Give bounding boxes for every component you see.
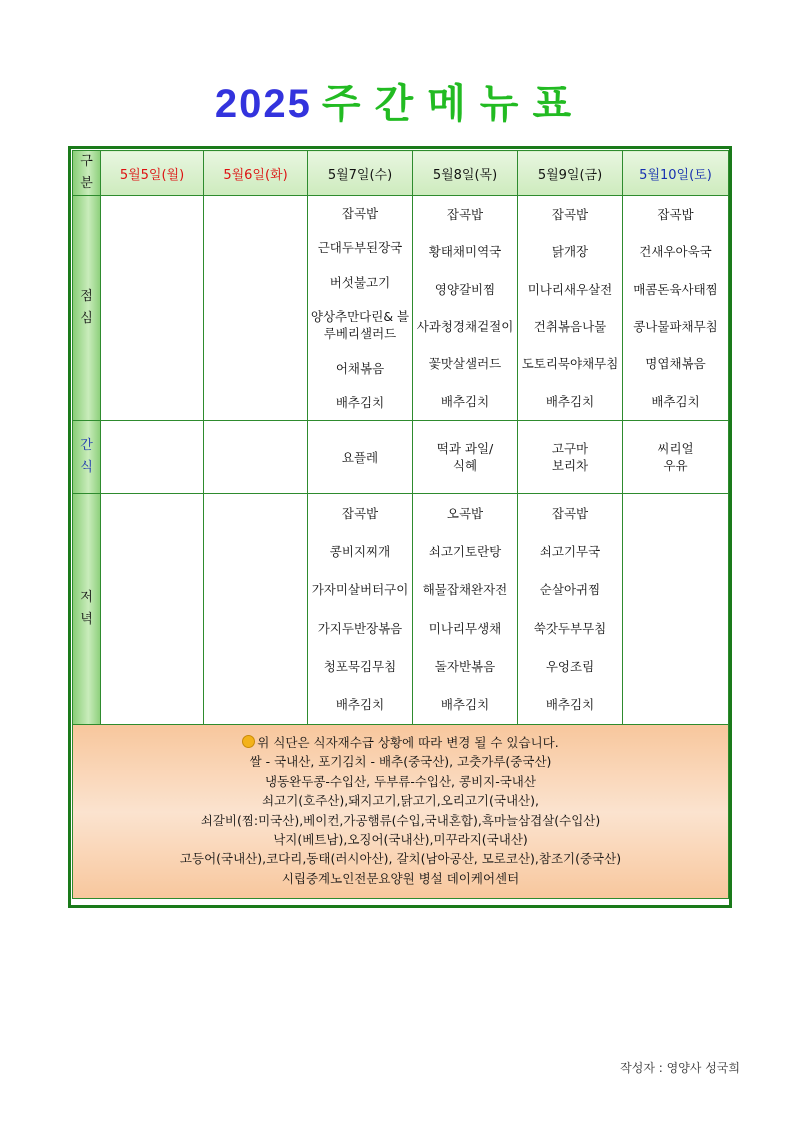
menu-item: 쇠고기토란탕 bbox=[428, 543, 502, 559]
menu-item: 잡곡밥 bbox=[446, 207, 484, 223]
menu-item: 오곡밥 bbox=[446, 505, 484, 521]
snack-cell bbox=[518, 421, 623, 494]
dinner-label bbox=[73, 494, 101, 725]
menu-item: 해물잡채완자전 bbox=[422, 582, 508, 598]
menu-item-list bbox=[623, 494, 728, 724]
menu-item: 미나리새우살전 bbox=[527, 281, 613, 297]
snack-row bbox=[73, 421, 729, 494]
menu-item: 배추김치 bbox=[651, 393, 700, 409]
note-line: 고등어(국내산),코다리,동태(러시아산), 갈치(남아공산, 모로코산),참조기(중국산) bbox=[179, 851, 622, 867]
menu-item: 가지두반장볶음 bbox=[317, 620, 403, 636]
menu-item: 꽃맛살샐러드 bbox=[428, 356, 502, 372]
note-line: 낙지(베트남),오징어(국내산),미꾸라지(국내산) bbox=[273, 832, 528, 848]
title-year: 2025 bbox=[214, 82, 312, 126]
dinner-cell bbox=[204, 494, 308, 725]
menu-item: 순살아귀찜 bbox=[539, 582, 601, 598]
page-title bbox=[0, 72, 800, 129]
menu-item: 잡곡밥 bbox=[551, 505, 589, 521]
menu-item: 고구마 bbox=[551, 441, 589, 456]
header-row bbox=[73, 151, 729, 196]
menu-item-list bbox=[101, 421, 203, 493]
menu-item: 도토리묵야채무침 bbox=[521, 356, 619, 372]
menu-table bbox=[72, 150, 729, 899]
menu-item-list bbox=[101, 494, 203, 724]
day-header: 5월7일(수) bbox=[308, 151, 413, 196]
label-char: 녁 bbox=[80, 612, 93, 627]
notes-row bbox=[73, 725, 729, 899]
snack-cell bbox=[204, 421, 308, 494]
day-header: 5월6일(화) bbox=[204, 151, 308, 196]
note-line: 쇠갈비(찜:미국산),베이컨,가공햄류(수입,국내혼합),흑마늘삼겹살(수입산) bbox=[200, 812, 601, 828]
note-line bbox=[73, 733, 728, 752]
menu-item: 황태채미역국 bbox=[428, 244, 502, 260]
menu-item: 건새우아욱국 bbox=[639, 244, 712, 260]
menu-item-list bbox=[204, 494, 307, 724]
menu-item-list bbox=[623, 421, 728, 493]
menu-item: 우유 bbox=[663, 458, 688, 473]
menu-item: 건취볶음나물 bbox=[533, 319, 607, 335]
label-char: 간 bbox=[80, 438, 93, 453]
label-char: 심 bbox=[80, 311, 93, 326]
menu-item-list bbox=[413, 421, 517, 493]
dinner-row bbox=[73, 494, 729, 725]
snack-cell bbox=[101, 421, 204, 494]
lunch-cell bbox=[623, 196, 729, 421]
menu-item: 배추김치 bbox=[545, 697, 595, 713]
notes-box bbox=[73, 725, 729, 899]
menu-item: 청포묵김무침 bbox=[323, 658, 397, 674]
note-line: 쇠고기(호주산),돼지고기,닭고기,오리고기(국내산), bbox=[262, 793, 539, 809]
note-line: 쌀 - 국내산, 포기김치 - 배추(중국산), 고춧가루(중국산) bbox=[249, 754, 552, 770]
menu-item: 쑥갓두부무침 bbox=[533, 620, 607, 636]
menu-item: 배추김치 bbox=[440, 393, 490, 409]
lunch-row bbox=[73, 196, 729, 421]
menu-item: 잡곡밥 bbox=[341, 505, 379, 521]
dinner-cell bbox=[413, 494, 518, 725]
menu-item-list bbox=[204, 196, 307, 420]
corner-char: 구 bbox=[80, 154, 93, 169]
day-header: 5월8일(목) bbox=[413, 151, 518, 196]
lunch-cell bbox=[518, 196, 623, 421]
menu-item: 사과청경채겉절이 bbox=[416, 319, 514, 335]
lunch-cell bbox=[204, 196, 308, 421]
day-header: 5월9일(금) bbox=[518, 151, 623, 196]
lunch-cell bbox=[101, 196, 204, 421]
snack-label bbox=[73, 421, 101, 494]
lunch-cell bbox=[308, 196, 413, 421]
smiley-icon bbox=[242, 735, 255, 748]
dinner-cell bbox=[623, 494, 729, 725]
menu-item: 배추김치 bbox=[440, 697, 490, 713]
snack-cell bbox=[623, 421, 729, 494]
menu-item: 콩나물파채무침 bbox=[633, 319, 718, 335]
lunch-cell bbox=[413, 196, 518, 421]
menu-item: 버섯불고기 bbox=[329, 274, 391, 290]
author-credit: 작성자 : 영양사 성국희 bbox=[620, 1061, 740, 1075]
menu-item: 배추김치 bbox=[545, 393, 595, 409]
menu-item-list bbox=[518, 494, 622, 724]
menu-item: 씨리얼 bbox=[657, 441, 694, 456]
menu-item: 돌자반볶음 bbox=[434, 658, 496, 674]
menu-item: 매콤돈육사태찜 bbox=[633, 281, 718, 297]
menu-item: 보리차 bbox=[551, 458, 589, 473]
label-char: 저 bbox=[80, 590, 93, 605]
menu-item: 배추김치 bbox=[335, 697, 385, 713]
day-header: 5월10일(토) bbox=[623, 151, 729, 196]
title-word: 주간메뉴표 bbox=[321, 82, 586, 126]
menu-item-list bbox=[518, 421, 622, 493]
menu-item: 배추김치 bbox=[335, 395, 385, 411]
menu-item: 영양갈비찜 bbox=[434, 281, 496, 297]
menu-item: 잡곡밥 bbox=[657, 207, 694, 223]
dinner-cell bbox=[518, 494, 623, 725]
menu-item-list bbox=[308, 196, 412, 420]
menu-item-list bbox=[623, 196, 728, 420]
menu-item: 식혜 bbox=[452, 458, 478, 473]
menu-item-list bbox=[308, 494, 412, 724]
menu-item: 양상추만다린& 블루베리샐러드 bbox=[310, 309, 410, 342]
menu-item-list bbox=[518, 196, 622, 420]
menu-item-list bbox=[101, 196, 203, 420]
corner-label bbox=[73, 151, 101, 196]
menu-item: 잡곡밥 bbox=[341, 205, 379, 221]
corner-char: 분 bbox=[80, 176, 93, 191]
menu-item-list bbox=[204, 421, 307, 493]
menu-item: 어채볶음 bbox=[335, 360, 385, 376]
menu-item: 닭개장 bbox=[551, 244, 589, 260]
menu-item: 가자미살버터구이 bbox=[311, 582, 409, 598]
label-char: 식 bbox=[80, 460, 93, 475]
menu-item: 콩비지찌개 bbox=[329, 543, 391, 559]
note-line: 냉동완두콩-수입산, 두부류-수입산, 콩비지-국내산 bbox=[265, 773, 536, 789]
menu-item-list bbox=[308, 421, 412, 493]
snack-cell bbox=[308, 421, 413, 494]
dinner-cell bbox=[101, 494, 204, 725]
note-text: 위 식단은 식자재수급 상황에 따라 변경 될 수 있습니다. bbox=[257, 735, 559, 750]
menu-item: 잡곡밥 bbox=[551, 207, 589, 223]
note-line: 시립중계노인전문요양원 병설 데이케어센터 bbox=[281, 870, 520, 886]
day-header: 5월5일(월) bbox=[101, 151, 204, 196]
menu-item: 요플레 bbox=[341, 449, 379, 465]
snack-cell bbox=[413, 421, 518, 494]
menu-item: 우엉조림 bbox=[545, 658, 595, 674]
menu-item: 떡과 과일/ bbox=[436, 441, 494, 456]
label-char: 점 bbox=[80, 289, 93, 304]
dinner-cell bbox=[308, 494, 413, 725]
menu-item: 미나리무생채 bbox=[428, 620, 502, 636]
menu-item-list bbox=[413, 494, 517, 724]
menu-item: 쇠고기무국 bbox=[539, 543, 601, 559]
lunch-label bbox=[73, 196, 101, 421]
menu-item-list bbox=[413, 196, 517, 420]
menu-item: 근대두부된장국 bbox=[317, 240, 403, 256]
menu-item: 명엽채볶음 bbox=[645, 356, 706, 372]
